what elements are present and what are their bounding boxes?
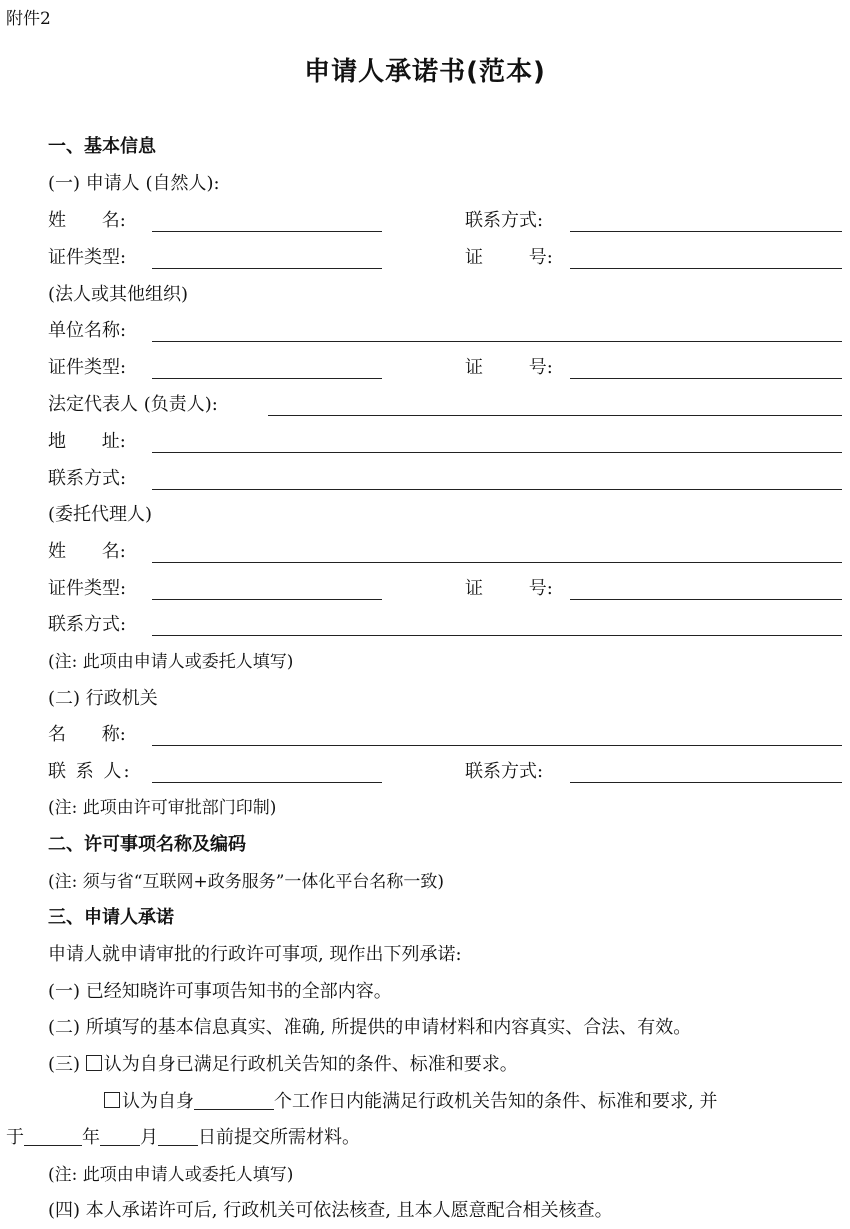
year-field[interactable] (24, 1129, 82, 1146)
item-3-prefix: (三) (48, 1054, 81, 1075)
agency-contact-person-field[interactable] (152, 782, 382, 783)
agency-name-label: 名 称: (48, 724, 126, 745)
date-prefix: 于 (6, 1127, 24, 1148)
org-contact-label: 联系方式: (48, 468, 127, 489)
note-agency-print: (注: 此项由许可审批部门印制) (48, 798, 277, 818)
commitment-item-3 (48, 1054, 518, 1076)
option-1-text: 认为自身已满足行政机关告知的条件、标准和要求。 (103, 1054, 518, 1075)
agent-contact-label: 联系方式: (48, 614, 127, 635)
name-label: 姓 名: (48, 210, 126, 231)
agency-heading: (二) 行政机关 (48, 688, 158, 709)
agency-name-field[interactable] (152, 745, 842, 746)
org-contact-field[interactable] (152, 489, 842, 490)
attachment-label: 附件2 (6, 9, 51, 29)
year-label: 年 (82, 1127, 100, 1148)
option-1-checkbox[interactable] (86, 1055, 102, 1071)
agent-heading: (委托代理人) (48, 504, 153, 525)
note-applicant-fill: (注: 此项由申请人或委托人填写) (48, 652, 294, 672)
section-2-note: (注: 须与省“互联网+政务服务”一体化平台名称一致) (48, 872, 445, 892)
option-2-checkbox[interactable] (104, 1092, 120, 1108)
address-label: 地 址: (48, 431, 126, 452)
agent-id-type-label: 证件类型: (48, 578, 127, 599)
id-type-field[interactable] (152, 268, 382, 269)
section-3-heading: 三、申请人承诺 (48, 907, 174, 928)
id-number-field[interactable] (570, 268, 842, 269)
name-field[interactable] (152, 231, 382, 232)
agency-contact-label: 联系方式: (465, 761, 544, 782)
address-field[interactable] (152, 452, 842, 453)
day-field[interactable] (158, 1129, 198, 1146)
org-id-type-field[interactable] (152, 378, 382, 379)
org-name-label: 单位名称: (48, 320, 127, 341)
agent-contact-field[interactable] (152, 635, 842, 636)
commitment-intro: 申请人就申请审批的行政许可事项, 现作出下列承诺: (48, 944, 462, 965)
option-2-text-a: 认为自身 (122, 1091, 194, 1112)
org-id-type-label: 证件类型: (48, 357, 127, 378)
contact-label: 联系方式: (465, 210, 544, 231)
applicant-natural-heading: (一) 申请人 (自然人): (48, 173, 220, 194)
month-field[interactable] (100, 1129, 140, 1146)
section-2-heading: 二、许可事项名称及编码 (48, 834, 246, 855)
legal-entity-heading: (法人或其他组织) (48, 284, 189, 305)
month-label: 月 (140, 1127, 158, 1148)
option-2-text-b: 个工作日内能满足行政机关告知的条件、标准和要求, 并 (274, 1091, 718, 1112)
legal-rep-field[interactable] (268, 415, 842, 416)
section-1-heading: 一、基本信息 (48, 136, 156, 157)
agent-name-field[interactable] (152, 562, 842, 563)
day-label: 日前提交所需材料。 (198, 1127, 360, 1148)
legal-rep-label: 法定代表人 (负责人): (48, 394, 218, 415)
commitment-item-3-option-2 (104, 1091, 717, 1113)
id-type-label: 证件类型: (48, 247, 127, 268)
agent-id-type-field[interactable] (152, 599, 382, 600)
commitment-item-2: (二) 所填写的基本信息真实、准确, 所提供的申请材料和内容真实、合法、有效。 (48, 1017, 692, 1038)
working-days-field[interactable] (194, 1093, 274, 1110)
org-id-number-label: 证 号: (465, 357, 553, 378)
page-title: 申请人承诺书(范本) (304, 57, 546, 87)
commitment-item-1: (一) 已经知晓许可事项告知书的全部内容。 (48, 981, 392, 1002)
agency-contact-person-label: 联 系 人: (48, 761, 132, 782)
org-name-field[interactable] (152, 341, 842, 342)
submission-date-line (6, 1127, 360, 1149)
agent-id-number-label: 证 号: (465, 578, 553, 599)
agent-id-number-field[interactable] (570, 599, 842, 600)
org-id-number-field[interactable] (570, 378, 842, 379)
agent-name-label: 姓 名: (48, 541, 126, 562)
commitment-item-4: (四) 本人承诺许可后, 行政机关可依法核查, 且本人愿意配合相关核查。 (48, 1200, 613, 1221)
contact-field[interactable] (570, 231, 842, 232)
section-3-note: (注: 此项由申请人或委托人填写) (48, 1165, 294, 1185)
id-number-label: 证 号: (465, 247, 553, 268)
agency-contact-field[interactable] (570, 782, 842, 783)
